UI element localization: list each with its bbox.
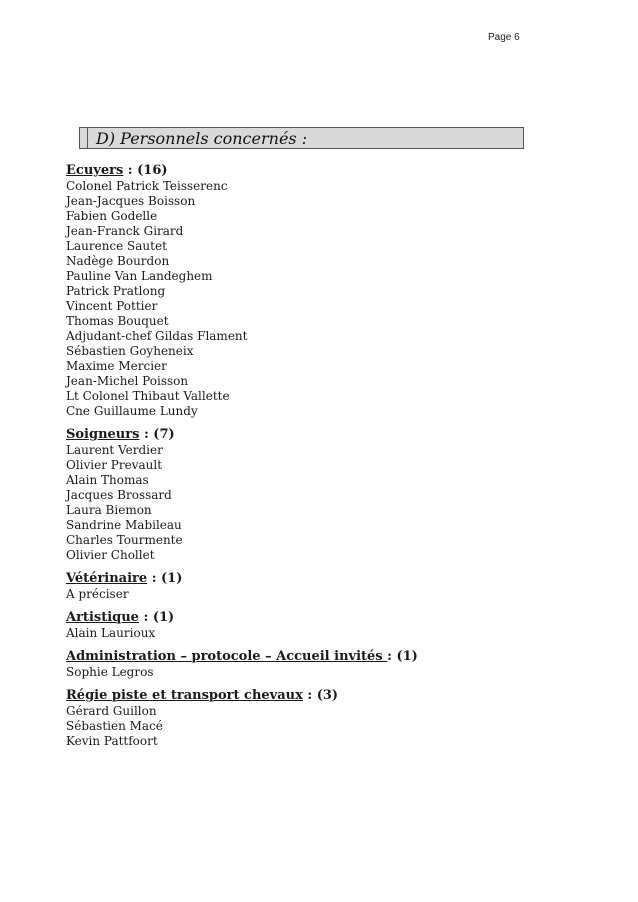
group-heading xyxy=(66,426,586,443)
person-name: Vincent Pottier xyxy=(66,299,158,313)
group-label: Soigneurs xyxy=(66,427,140,442)
person-name: Maxime Mercier xyxy=(66,359,167,373)
group-administration xyxy=(66,648,586,680)
group-heading xyxy=(66,648,586,665)
person-name: Sébastien Goyheneix xyxy=(66,344,194,358)
group-label: Vétérinaire xyxy=(66,571,148,586)
person-name: Fabien Godelle xyxy=(66,209,158,223)
person-name: Colonel Patrick Teisserenc xyxy=(66,179,228,193)
person-name: Jean-Franck Girard xyxy=(66,224,184,238)
person-name: Gérard Guillon xyxy=(66,704,157,718)
person-name: Laurence Sautet xyxy=(66,239,167,253)
section-title: D) Personnels concernés : xyxy=(96,129,308,148)
group-heading xyxy=(66,609,586,626)
person-name: Sophie Legros xyxy=(66,665,154,679)
person-name: Pauline Van Landeghem xyxy=(66,269,213,283)
group-count: : (1) xyxy=(147,571,183,586)
group-soigneurs xyxy=(66,426,586,563)
group-veterinaire xyxy=(66,570,586,602)
person-name: Jacques Brossard xyxy=(66,488,172,502)
person-name: Adjudant-chef Gildas Flament xyxy=(66,329,248,343)
section-header-box xyxy=(79,127,524,149)
group-label: Artistique xyxy=(66,610,139,625)
person-name: Laura Biemon xyxy=(66,503,152,517)
group-count: : (1) xyxy=(138,610,175,625)
group-regie xyxy=(66,687,586,749)
person-name: Sandrine Mabileau xyxy=(66,518,182,532)
person-name: Patrick Pratlong xyxy=(66,284,166,298)
person-name: Cne Guillaume Lundy xyxy=(66,404,198,418)
person-name: Laurent Verdier xyxy=(66,443,163,457)
person-name: Nadège Bourdon xyxy=(66,254,170,268)
person-name: A préciser xyxy=(66,587,129,601)
group-count: : (3) xyxy=(302,688,339,703)
person-name: Sébastien Macé xyxy=(66,719,163,733)
group-heading xyxy=(66,162,586,179)
person-name: Jean-Jacques Boisson xyxy=(66,194,196,208)
person-name: Kevin Pattfoort xyxy=(66,734,158,748)
group-heading xyxy=(66,687,586,704)
person-name: Charles Tourmente xyxy=(66,533,183,547)
group-count: : (7) xyxy=(139,427,175,442)
group-count: : (1) xyxy=(387,649,418,664)
group-artistique xyxy=(66,609,586,641)
person-name: Olivier Prevault xyxy=(66,458,163,472)
group-ecuyers xyxy=(66,162,586,419)
person-name: Olivier Chollet xyxy=(66,548,155,562)
page-number: Page 6 xyxy=(488,32,520,43)
person-name: Alain Laurioux xyxy=(66,626,156,640)
personnel-list xyxy=(66,162,586,756)
group-label: Régie piste et transport chevaux xyxy=(66,688,303,703)
person-name: Alain Thomas xyxy=(66,473,149,487)
person-name: Lt Colonel Thibaut Vallette xyxy=(66,389,230,403)
person-name: Jean-Michel Poisson xyxy=(66,374,189,388)
group-label: Ecuyers xyxy=(66,163,124,178)
group-label: Administration – protocole – Accueil invités xyxy=(66,649,388,664)
person-name: Thomas Bouquet xyxy=(66,314,169,328)
group-count: : (16) xyxy=(123,163,168,178)
group-heading xyxy=(66,570,586,587)
